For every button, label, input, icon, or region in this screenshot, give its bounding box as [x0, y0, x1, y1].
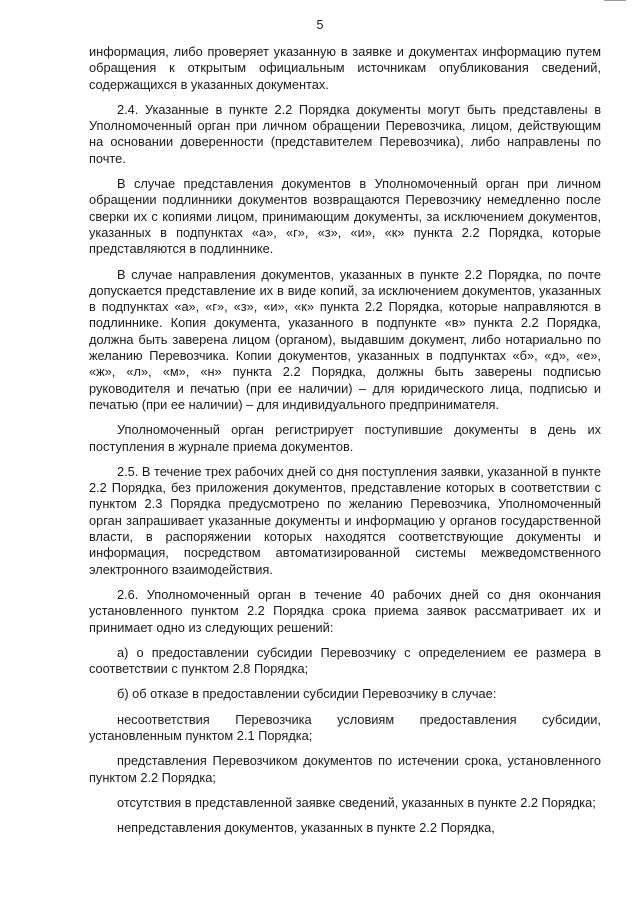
paragraph: В случае направления документов, указанных в пункте 2.2 Порядка, по почте допускается представление их в виде копий, за исключением документов, указанных в подпунктах «а», «г», «з», «и», «к» пункта 2.2 Порядка, которые направляются в подлиннике. Копия документа, указанного в подпункте «в» пункта 2.2 Порядка, должна быть заверена лицом (органом), выдавшим документ, либо нотариально по желанию Перевозчика. Копии документов, указанных в подпунктах «б», «д», «е», «ж», «л», «м», «н» пункта 2.2 Порядка, должны быть заверены подписью руководителя и печатью (при ее наличии) – для юридического лица, подписью и печатью (при ее наличии) – для индивидуального предпринимателя. — [89, 266, 601, 412]
paragraph: представления Перевозчиком документов по истечении срока, установленного пунктом 2.2 Порядка; — [89, 753, 601, 785]
paragraph: непредставления документов, указанных в пункте 2.2 Порядка, — [117, 820, 495, 836]
paragraph: б) об отказе в предоставлении субсидии Перевозчику в случае: — [117, 686, 497, 702]
paragraph: 2.4. Указанные в пункте 2.2 Порядка документы могут быть представлены в Уполномоченный орган при личном обращении Перевозчика, лицом, действующим на основании доверенности (представителем Перевозчика), либо направлены по почте. — [89, 101, 601, 166]
page-number: 5 — [316, 18, 324, 32]
paragraph: отсутствия в представленной заявке сведений, указанных в пункте 2.2 Порядка; — [117, 794, 596, 810]
paragraph: 2.6. Уполномоченный орган в течение 40 рабочих дней со дня окончания установленного пунктом 2.2 Порядка срока приема заявок рассматривает их и принимает одно из следующих решений: — [89, 586, 601, 635]
paragraph: 2.5. В течение трех рабочих дней со дня поступления заявки, указанной в пункте 2.2 Порядка, без приложения документов, представление которых в соответствии с пунктом 2.3 Порядка предусмотрено по желанию Перевозчика, Уполномоченный орган запрашивает указанные документы и информацию у органов государственной власти, в распоряжении которых находятся соответствующие документы и информация, посредством автоматизированной системы межведомственного электронного взаимодействия. — [89, 463, 601, 577]
corner-mark — [604, 0, 626, 1]
paragraph: а) о предоставлении субсидии Перевозчику с определением ее размера в соответствии с пунктом 2.8 Порядка; — [89, 644, 601, 677]
paragraph: Уполномоченный орган регистрирует поступившие документы в день их поступления в журнале приема документов. — [89, 422, 601, 454]
paragraph: информация, либо проверяет указанную в заявке и документах информацию путем обращения к открытым официальным источникам опубликования сведений, содержащихся в указанных документах. — [89, 44, 601, 92]
document-body — [89, 44, 601, 845]
paragraph: В случае представления документов в Уполномоченный орган при личном обращении подлинники документов возвращаются Перевозчику немедленно после сверки их с копиями лицом, принимающим документы, за исключением документов, указанных в подпунктах «а», «г», «з», «и», «к» пункта 2.2 Порядка, которые представляются в подлиннике. — [89, 176, 601, 257]
paragraph: несоответствия Перевозчика условиям предоставления субсидии, установленным пунктом 2.1 Порядка; — [89, 711, 601, 743]
